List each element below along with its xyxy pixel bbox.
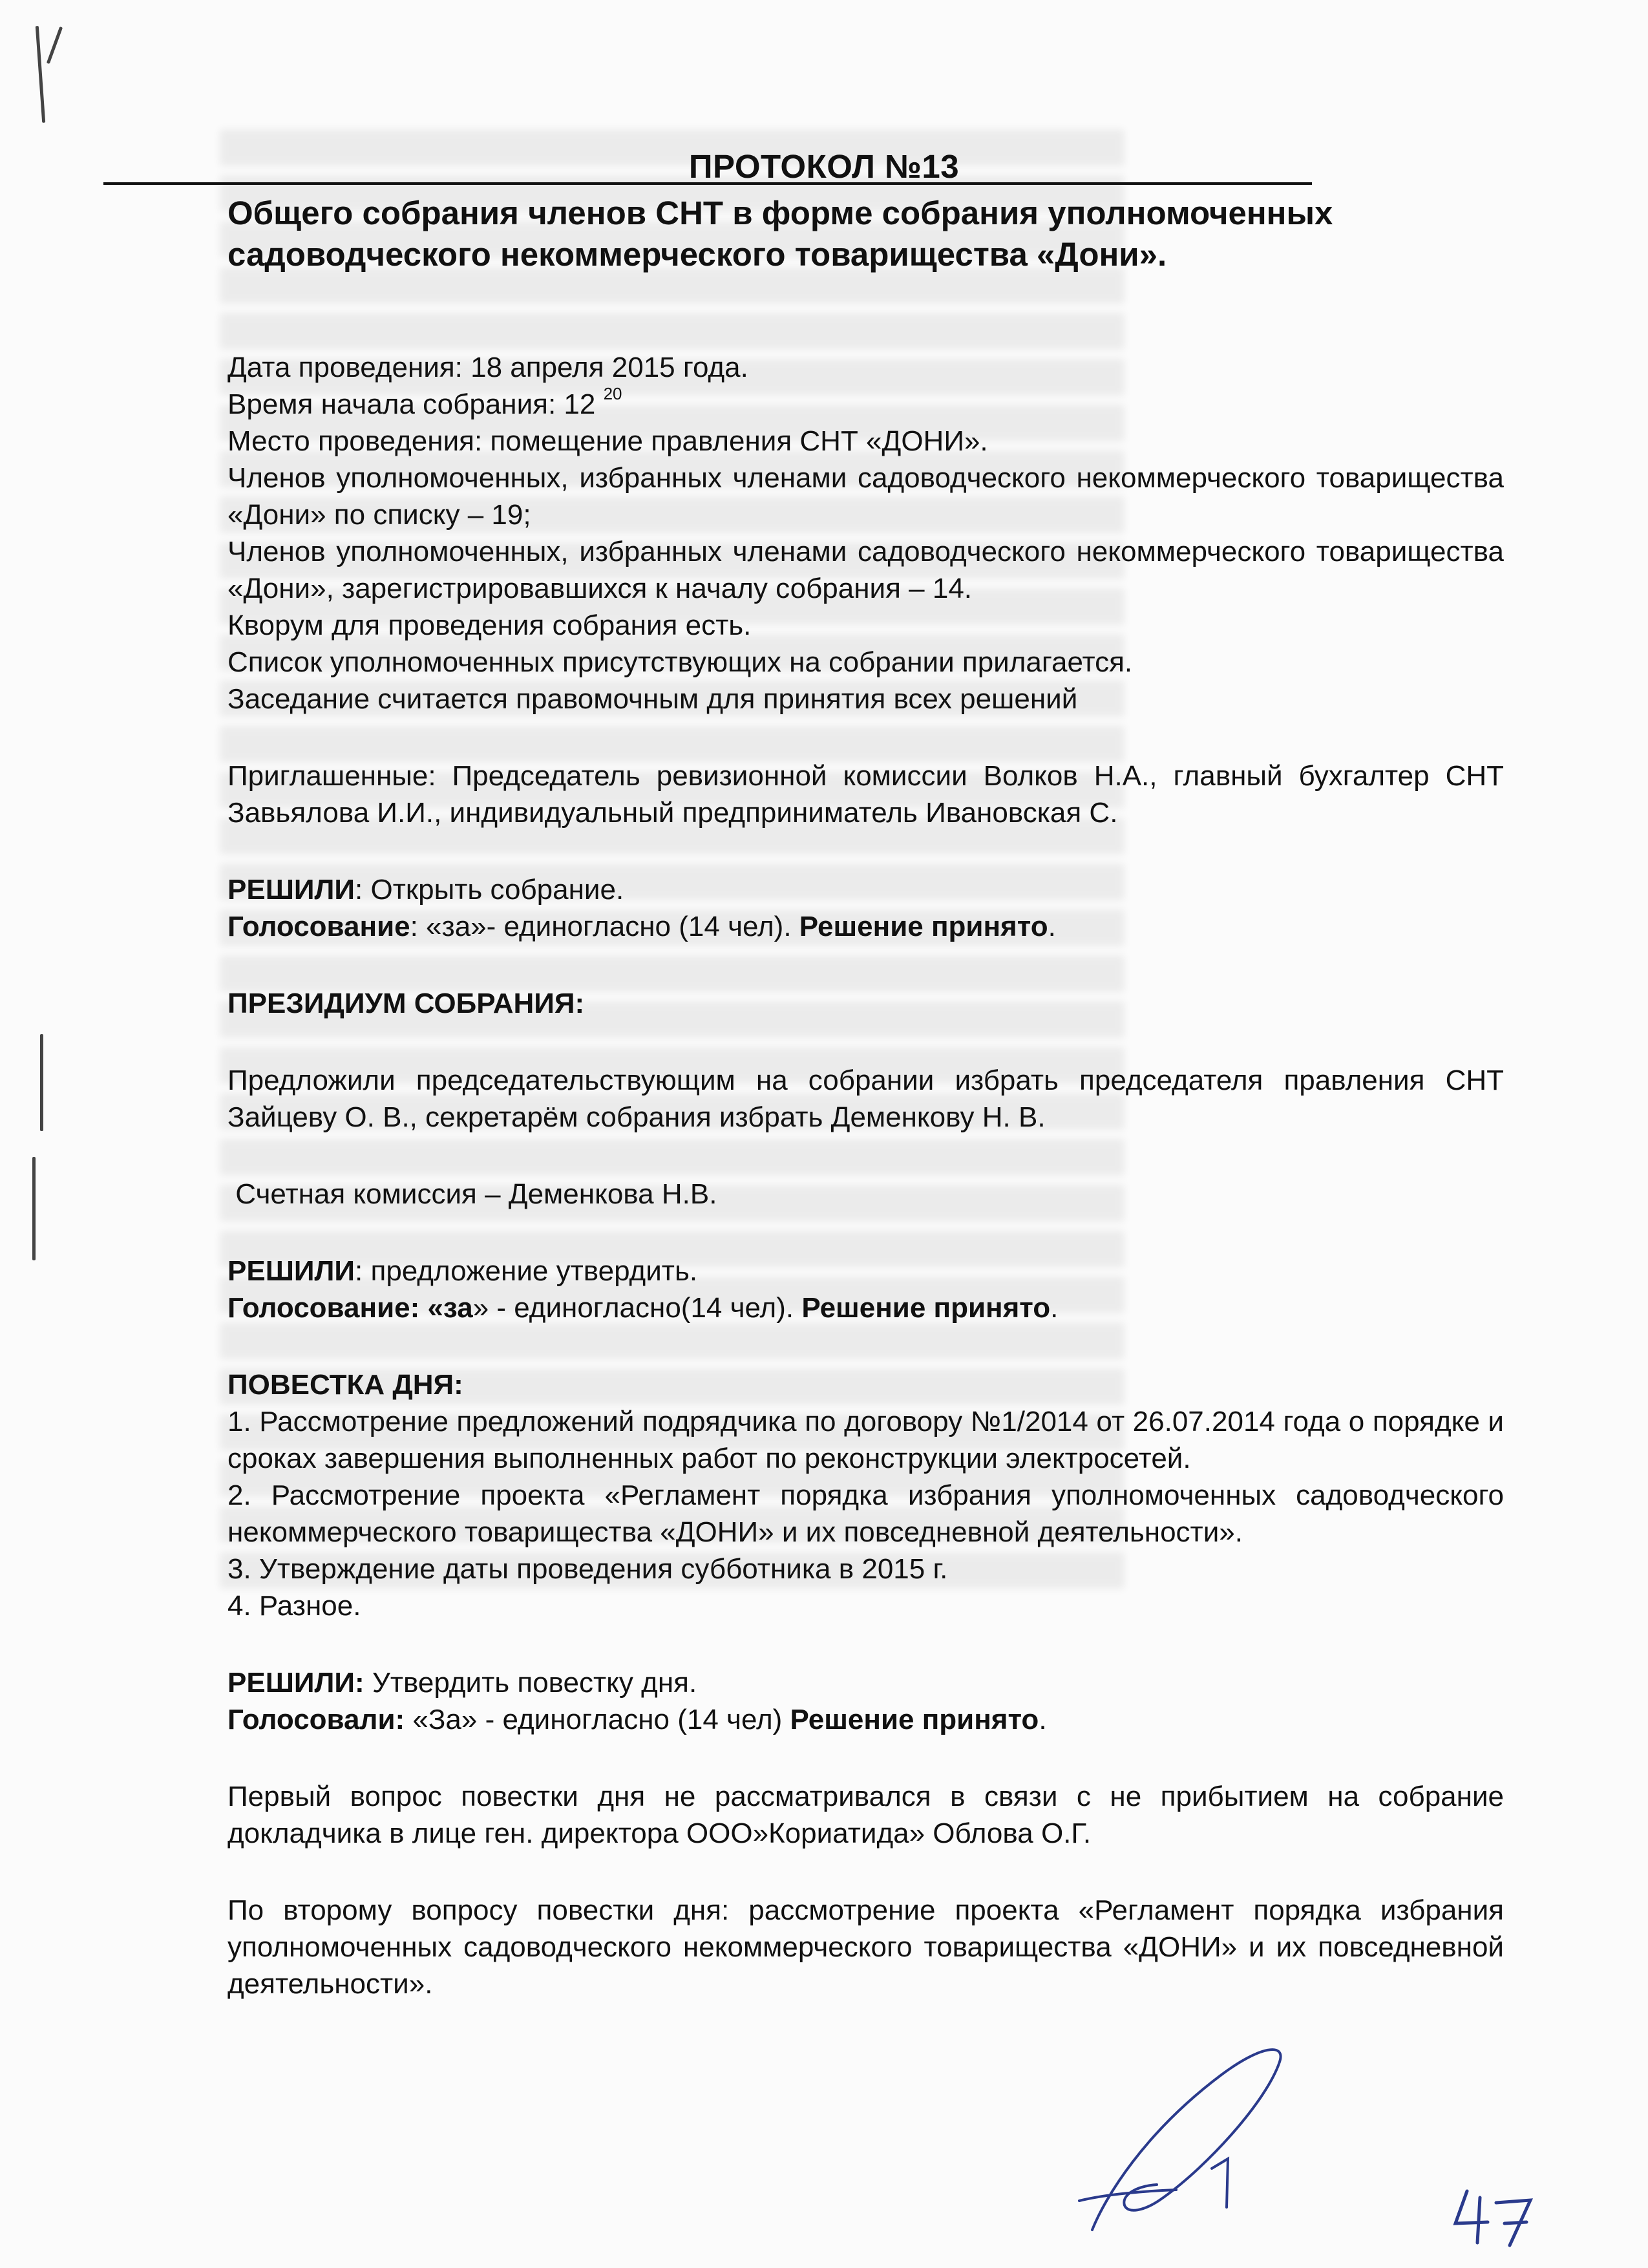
vote-label: Голосование: «за bbox=[227, 1292, 473, 1324]
vote-agenda bbox=[227, 1701, 1504, 1738]
binding-mark bbox=[47, 26, 63, 64]
protocol-body bbox=[227, 349, 1504, 2002]
attendance-list-text: Список уполномоченных присутствующих на собрании прилагается. bbox=[227, 646, 1133, 678]
page-number bbox=[1448, 2178, 1538, 2249]
time-minutes: 20 bbox=[603, 384, 622, 404]
decision-text: : предложение утвердить. bbox=[355, 1255, 698, 1287]
members-total: Членов уполномоченных, избранных членами садоводческого некоммерческого товарищества «Дони» по списку – 19; bbox=[227, 462, 1504, 531]
decision-label: РЕШИЛИ bbox=[227, 874, 355, 906]
vote-text: » - единогласно(14 чел). bbox=[472, 1292, 802, 1324]
agenda-item: 3. Утверждение даты проведения субботника в 2015 г. bbox=[227, 1553, 948, 1585]
handwritten-signature bbox=[1066, 2036, 1338, 2243]
counting-commission: Счетная комиссия – Деменкова Н.В. bbox=[227, 1178, 717, 1210]
agenda-item: 4. Разное. bbox=[227, 1590, 361, 1622]
vote-label: Голосование bbox=[227, 911, 410, 942]
vote-text: «За» - единогласно (14 чел) bbox=[405, 1704, 790, 1735]
subtitle-line: Общего собрания членов СНТ в форме собрания уполномоченных bbox=[227, 195, 1333, 231]
vote-open bbox=[227, 908, 1504, 945]
decision-approve bbox=[227, 1253, 1504, 1289]
invited-text: Приглашенные: Председатель ревизионной комиссии Волков Н.А., главный бухгалтер СНТ Завьялова И.И., индивидуальный предприниматель Ивановская С. bbox=[227, 760, 1504, 829]
vote-label: Голосовали: bbox=[227, 1704, 405, 1735]
vote-end: . bbox=[1050, 1292, 1059, 1324]
vote-result: Решение принято bbox=[799, 911, 1048, 942]
vote-result: Решение принято bbox=[790, 1704, 1039, 1735]
decision-label: РЕШИЛИ bbox=[227, 1255, 355, 1287]
agenda-item: 2. Рассмотрение проекта «Регламент порядка избрания уполномоченных садоводческого некоммерческого товарищества «ДОНИ» и их повседневной деятельности». bbox=[227, 1479, 1504, 1548]
binding-mark bbox=[40, 1034, 43, 1131]
question-one-text: Первый вопрос повестки дня не рассматривался в связи с не прибытием на собрание докладчика в лице ген. директора ООО»Кориатида» Облова О.Г. bbox=[227, 1781, 1504, 1849]
vote-result: Решение принято bbox=[801, 1292, 1051, 1324]
vote-approve bbox=[227, 1289, 1504, 1326]
decision-text: Утвердить повестку дня. bbox=[364, 1667, 697, 1699]
validity-text: Заседание считается правомочным для принятия всех решений bbox=[227, 683, 1078, 715]
binding-mark bbox=[32, 1157, 36, 1260]
quorum-text: Кворум для проведения собрания есть. bbox=[227, 609, 752, 641]
presidium-heading: ПРЕЗИДИУМ СОБРАНИЯ: bbox=[227, 988, 585, 1019]
time-label: Время начала собрания: 12 bbox=[227, 388, 596, 420]
meeting-date: Дата проведения: 18 апреля 2015 года. bbox=[227, 352, 748, 383]
vote-end: . bbox=[1048, 911, 1056, 942]
meeting-time bbox=[227, 386, 1504, 423]
decision-agenda bbox=[227, 1664, 1504, 1701]
subtitle-line: садоводческого некоммерческого товарищества «Дони». bbox=[227, 236, 1167, 273]
presidium-proposal: Предложили председательствующим на собрании избрать председателя правления СНТ Зайцеву О. В., секретарём собрания избрать Деменкову Н. В. bbox=[227, 1065, 1504, 1133]
decision-label: РЕШИЛИ: bbox=[227, 1667, 364, 1699]
decision-open bbox=[227, 871, 1504, 908]
binding-mark bbox=[36, 26, 45, 123]
meeting-place: Место проведения: помещение правления СНТ «ДОНИ». bbox=[227, 425, 988, 457]
decision-text: : Открыть собрание. bbox=[355, 874, 624, 906]
document-title: ПРОТОКОЛ №13 bbox=[688, 148, 960, 185]
members-registered: Членов уполномоченных, избранных членами садоводческого некоммерческого товарищества «Дони», зарегистрировавшихся к началу собрания – 14. bbox=[227, 536, 1504, 604]
agenda-heading: ПОВЕСТКА ДНЯ: bbox=[227, 1369, 463, 1401]
question-two-text: По второму вопросу повестки дня: рассмотрение проекта «Регламент порядка избрания уполномоченных садоводческого некоммерческого товарищества «ДОНИ» и их повседневной деятельности». bbox=[227, 1894, 1504, 2000]
document-subtitle bbox=[227, 193, 1507, 275]
vote-end: . bbox=[1039, 1704, 1047, 1735]
agenda-item: 1. Рассмотрение предложений подрядчика по договору №1/2014 от 26.07.2014 года о порядке и сроках завершения выполненных работ по реконструкции электросетей. bbox=[227, 1406, 1504, 1474]
vote-text: : «за»- единогласно (14 чел). bbox=[410, 911, 799, 942]
